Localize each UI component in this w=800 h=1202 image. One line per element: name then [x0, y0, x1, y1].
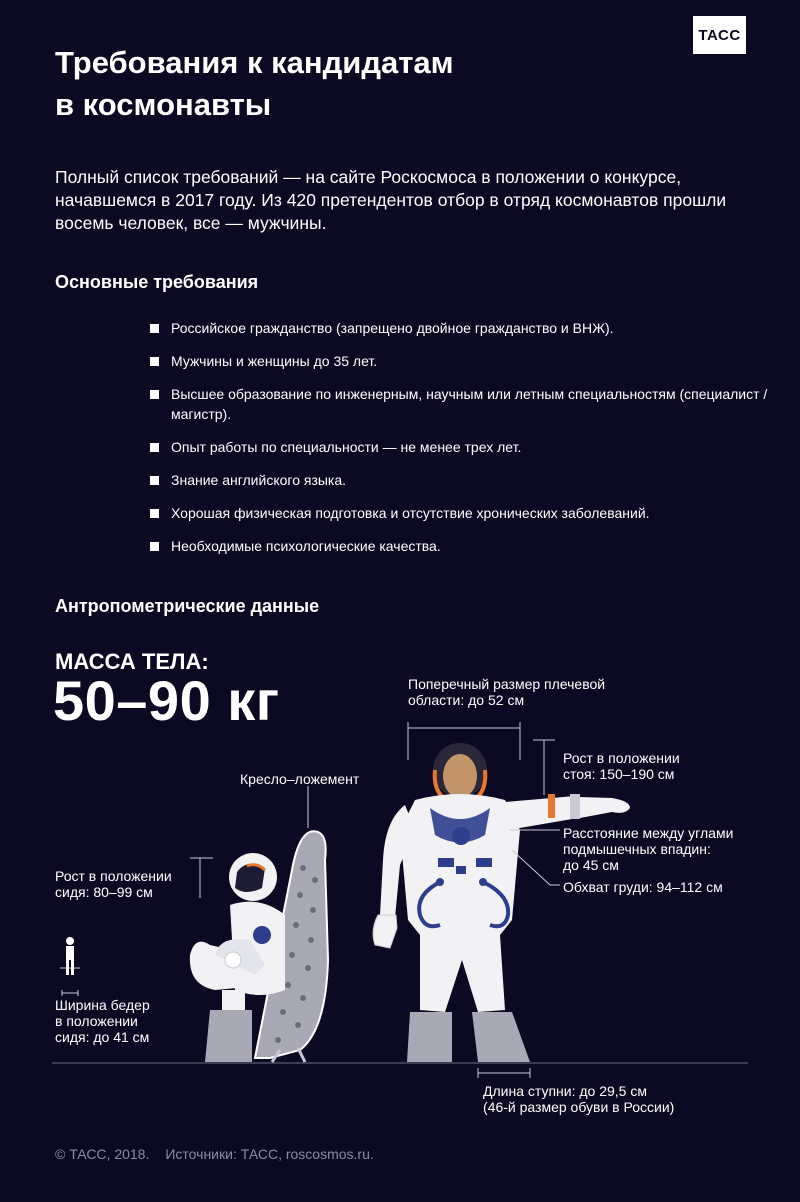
armpit-distance-label: Расстояние между углами подмышечных впадин: до 45 см [563, 825, 734, 873]
list-item-text: Российское гражданство (запрещено двойное гражданство и ВНЖ). [171, 320, 614, 336]
standing-astronaut [373, 743, 630, 1062]
shoulder-width-label: Поперечный размер плечевой области: до 52 см [408, 676, 606, 708]
intro-text: Полный список требований — на сайте Роскосмоса в положении о конкурсе, начавшемся в 2017 году. Из 420 претендентов отбор в отряд космонавтов прошли восемь человек, все — мужчины. [55, 167, 727, 233]
list-item-text: Опыт работы по специальности — не менее трех лет. [171, 439, 522, 455]
list-item-text: Высшее образование по инженерным, научным или летным специальностям (специалист / магистр). [171, 386, 768, 422]
mass-value: 50–90 кг [53, 669, 280, 732]
sources: Источники: ТАСС, roscosmos.ru. [165, 1146, 374, 1162]
hip-width-label: Ширина бедер в положении сидя: до 41 см [55, 997, 150, 1045]
list-item-text: Хорошая физическая подготовка и отсутствие хронических заболеваний. [171, 505, 650, 521]
seat-label: Кресло–ложемент [240, 771, 360, 787]
page-title: Требования к кандидатам в космонавты [55, 45, 454, 122]
foot-length-label: Длина ступни: до 29,5 см (46-й размер обуви в России) [483, 1083, 675, 1115]
chest-label: Обхват груди: 94–112 см [563, 879, 723, 895]
list-item-text: Знание английского языка. [171, 472, 347, 488]
logo-text: ТАСС [698, 26, 741, 44]
anthropometry-heading: Антропометрические данные [55, 596, 320, 616]
requirements-heading: Основные требования [55, 272, 259, 292]
standing-height-label: Рост в положении стоя: 150–190 см [563, 750, 680, 782]
footer [55, 1146, 374, 1162]
mass-label: МАССА ТЕЛА: [55, 649, 209, 674]
list-item-text: Мужчины и женщины до 35 лет. [171, 353, 378, 369]
copyright: © ТАСС, 2018. [55, 1146, 150, 1162]
list-item-text: Необходимые психологические качества. [171, 538, 441, 554]
sitting-height-label: Рост в положении сидя: 80–99 см [55, 868, 172, 900]
person-icon [66, 937, 74, 975]
